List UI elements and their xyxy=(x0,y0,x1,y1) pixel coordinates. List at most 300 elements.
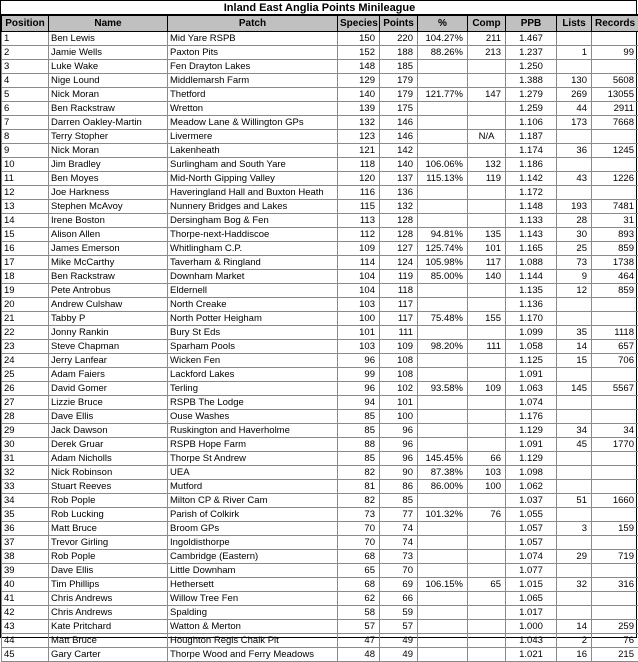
table-row xyxy=(2,242,638,256)
cell-percent xyxy=(418,368,468,382)
cell-patch: Sparham Pools xyxy=(168,340,338,354)
cell-lists: 14 xyxy=(557,340,592,354)
cell-name: James Emerson xyxy=(49,242,168,256)
cell-points: 118 xyxy=(380,284,418,298)
cell-patch: Spalding xyxy=(168,606,338,620)
cell-records: 464 xyxy=(592,270,638,284)
cell-percent: 121.77% xyxy=(418,88,468,102)
cell-records: 316 xyxy=(592,578,638,592)
cell-species: 148 xyxy=(338,60,380,74)
cell-patch: Whitlingham C.P. xyxy=(168,242,338,256)
cell-points: 179 xyxy=(380,88,418,102)
cell-points: 74 xyxy=(380,536,418,550)
table-row xyxy=(2,606,638,620)
table-row xyxy=(2,200,638,214)
cell-records: 34 xyxy=(592,424,638,438)
header-records: Records xyxy=(592,16,638,32)
cell-records: 259 xyxy=(592,620,638,634)
cell-position: 10 xyxy=(2,158,49,172)
cell-comp xyxy=(468,648,506,662)
cell-records: 657 xyxy=(592,340,638,354)
cell-comp xyxy=(468,522,506,536)
sheet-title: Inland East Anglia Points Minileague xyxy=(1,1,638,15)
cell-percent xyxy=(418,60,468,74)
table-row xyxy=(2,130,638,144)
cell-species: 62 xyxy=(338,592,380,606)
cell-position: 4 xyxy=(2,74,49,88)
cell-species: 85 xyxy=(338,410,380,424)
cell-name: Dave Ellis xyxy=(49,564,168,578)
cell-lists: 36 xyxy=(557,144,592,158)
cell-position: 31 xyxy=(2,452,49,466)
table-row xyxy=(2,522,638,536)
table-row xyxy=(2,340,638,354)
cell-patch: Little Downham xyxy=(168,564,338,578)
cell-species: 104 xyxy=(338,284,380,298)
table-row xyxy=(2,634,638,648)
cell-percent: 85.00% xyxy=(418,270,468,284)
cell-comp xyxy=(468,368,506,382)
cell-records xyxy=(592,410,638,424)
table-row xyxy=(2,172,638,186)
cell-ppb: 1.187 xyxy=(506,130,557,144)
cell-comp xyxy=(468,396,506,410)
cell-patch: Ouse Washes xyxy=(168,410,338,424)
cell-lists xyxy=(557,396,592,410)
table-row xyxy=(2,508,638,522)
cell-comp xyxy=(468,200,506,214)
cell-position: 3 xyxy=(2,60,49,74)
cell-patch: Watton & Merton xyxy=(168,620,338,634)
cell-points: 70 xyxy=(380,564,418,578)
header-points: Points xyxy=(380,16,418,32)
cell-patch: Thorpe St Andrew xyxy=(168,452,338,466)
cell-points: 127 xyxy=(380,242,418,256)
cell-percent: 86.00% xyxy=(418,480,468,494)
cell-position: 25 xyxy=(2,368,49,382)
cell-name: Nick Moran xyxy=(49,144,168,158)
cell-species: 118 xyxy=(338,158,380,172)
cell-position: 15 xyxy=(2,228,49,242)
cell-comp: 66 xyxy=(468,452,506,466)
cell-lists xyxy=(557,480,592,494)
cell-name: Nige Lound xyxy=(49,74,168,88)
cell-ppb: 1.467 xyxy=(506,32,557,46)
cell-comp xyxy=(468,298,506,312)
cell-ppb: 1.186 xyxy=(506,158,557,172)
table-row xyxy=(2,452,638,466)
cell-patch: Bury St Eds xyxy=(168,326,338,340)
cell-name: Ben Lewis xyxy=(49,32,168,46)
cell-points: 140 xyxy=(380,158,418,172)
cell-name: Gary Carter xyxy=(49,648,168,662)
cell-comp xyxy=(468,620,506,634)
cell-ppb: 1.143 xyxy=(506,228,557,242)
cell-percent: 104.27% xyxy=(418,32,468,46)
cell-comp: 155 xyxy=(468,312,506,326)
cell-percent xyxy=(418,74,468,88)
cell-patch: North Creake xyxy=(168,298,338,312)
cell-percent xyxy=(418,438,468,452)
table-row xyxy=(2,438,638,452)
cell-percent xyxy=(418,130,468,144)
cell-ppb: 1.037 xyxy=(506,494,557,508)
cell-position: 6 xyxy=(2,102,49,116)
cell-percent xyxy=(418,592,468,606)
cell-points: 136 xyxy=(380,186,418,200)
cell-comp: 147 xyxy=(468,88,506,102)
cell-patch: Broom GPs xyxy=(168,522,338,536)
cell-comp xyxy=(468,354,506,368)
cell-patch: Ruskington and Haverholme xyxy=(168,424,338,438)
cell-comp: N/A xyxy=(468,130,506,144)
cell-species: 88 xyxy=(338,438,380,452)
cell-records: 706 xyxy=(592,354,638,368)
cell-patch: Paxton Pits xyxy=(168,46,338,60)
cell-species: 152 xyxy=(338,46,380,60)
table-row xyxy=(2,74,638,88)
cell-species: 82 xyxy=(338,494,380,508)
cell-patch: UEA xyxy=(168,466,338,480)
cell-records: 13055 xyxy=(592,88,638,102)
cell-records xyxy=(592,158,638,172)
cell-name: Dave Ellis xyxy=(49,410,168,424)
cell-position: 19 xyxy=(2,284,49,298)
cell-name: Ben Moyes xyxy=(49,172,168,186)
cell-records: 5567 xyxy=(592,382,638,396)
cell-ppb: 1.091 xyxy=(506,368,557,382)
cell-percent xyxy=(418,620,468,634)
cell-percent xyxy=(418,354,468,368)
header-row xyxy=(2,16,638,32)
cell-records: 719 xyxy=(592,550,638,564)
cell-lists xyxy=(557,60,592,74)
cell-name: Jerry Lanfear xyxy=(49,354,168,368)
cell-records: 215 xyxy=(592,648,638,662)
table-row xyxy=(2,494,638,508)
cell-records xyxy=(592,508,638,522)
cell-points: 185 xyxy=(380,60,418,74)
cell-records xyxy=(592,298,638,312)
cell-position: 42 xyxy=(2,606,49,620)
cell-lists xyxy=(557,130,592,144)
cell-position: 36 xyxy=(2,522,49,536)
cell-percent xyxy=(418,200,468,214)
cell-lists xyxy=(557,298,592,312)
cell-patch: Thorpe Wood and Ferry Meadows xyxy=(168,648,338,662)
cell-lists: 35 xyxy=(557,326,592,340)
cell-records xyxy=(592,130,638,144)
cell-patch: Livermere xyxy=(168,130,338,144)
table-row xyxy=(2,536,638,550)
cell-patch: Surlingham and South Yare xyxy=(168,158,338,172)
cell-position: 29 xyxy=(2,424,49,438)
cell-ppb: 1.176 xyxy=(506,410,557,424)
cell-comp xyxy=(468,116,506,130)
cell-species: 104 xyxy=(338,270,380,284)
cell-lists xyxy=(557,606,592,620)
cell-comp xyxy=(468,186,506,200)
table-row xyxy=(2,620,638,634)
cell-records: 31 xyxy=(592,214,638,228)
cell-lists: 30 xyxy=(557,228,592,242)
cell-name: Nick Moran xyxy=(49,88,168,102)
cell-position: 22 xyxy=(2,326,49,340)
cell-position: 13 xyxy=(2,200,49,214)
cell-points: 100 xyxy=(380,410,418,424)
cell-position: 33 xyxy=(2,480,49,494)
cell-records xyxy=(592,592,638,606)
cell-ppb: 1.106 xyxy=(506,116,557,130)
cell-points: 109 xyxy=(380,340,418,354)
table-row xyxy=(2,368,638,382)
cell-points: 96 xyxy=(380,452,418,466)
cell-ppb: 1.170 xyxy=(506,312,557,326)
header-comp: Comp xyxy=(468,16,506,32)
table-row xyxy=(2,298,638,312)
table-row xyxy=(2,144,638,158)
table-row xyxy=(2,354,638,368)
cell-records xyxy=(592,396,638,410)
cell-lists: 15 xyxy=(557,354,592,368)
cell-name: Kate Pritchard xyxy=(49,620,168,634)
cell-name: Chris Andrews xyxy=(49,606,168,620)
header-name: Name xyxy=(49,16,168,32)
cell-lists xyxy=(557,312,592,326)
cell-ppb: 1.062 xyxy=(506,480,557,494)
cell-lists xyxy=(557,410,592,424)
cell-ppb: 1.129 xyxy=(506,424,557,438)
cell-points: 57 xyxy=(380,620,418,634)
cell-percent: 125.74% xyxy=(418,242,468,256)
cell-comp: 119 xyxy=(468,172,506,186)
cell-name: Ben Rackstraw xyxy=(49,102,168,116)
cell-position: 14 xyxy=(2,214,49,228)
cell-ppb: 1.055 xyxy=(506,508,557,522)
cell-points: 220 xyxy=(380,32,418,46)
cell-patch: Milton CP & River Cam xyxy=(168,494,338,508)
cell-species: 82 xyxy=(338,466,380,480)
cell-position: 12 xyxy=(2,186,49,200)
cell-position: 5 xyxy=(2,88,49,102)
table-row xyxy=(2,214,638,228)
cell-points: 108 xyxy=(380,354,418,368)
cell-percent xyxy=(418,284,468,298)
cell-records: 1118 xyxy=(592,326,638,340)
cell-ppb: 1.099 xyxy=(506,326,557,340)
cell-percent xyxy=(418,648,468,662)
cell-species: 150 xyxy=(338,32,380,46)
cell-points: 73 xyxy=(380,550,418,564)
cell-lists: 45 xyxy=(557,438,592,452)
cell-records: 1245 xyxy=(592,144,638,158)
cell-comp xyxy=(468,284,506,298)
table-row xyxy=(2,158,638,172)
cell-patch: Mutford xyxy=(168,480,338,494)
cell-points: 59 xyxy=(380,606,418,620)
cell-ppb: 1.043 xyxy=(506,634,557,648)
cell-patch: RSPB The Lodge xyxy=(168,396,338,410)
cell-records xyxy=(592,312,638,326)
cell-percent xyxy=(418,102,468,116)
cell-patch: Mid Yare RSPB xyxy=(168,32,338,46)
cell-points: 77 xyxy=(380,508,418,522)
cell-percent xyxy=(418,396,468,410)
cell-ppb: 1.017 xyxy=(506,606,557,620)
cell-comp: 76 xyxy=(468,508,506,522)
cell-ppb: 1.388 xyxy=(506,74,557,88)
cell-position: 24 xyxy=(2,354,49,368)
cell-percent: 145.45% xyxy=(418,452,468,466)
cell-records xyxy=(592,606,638,620)
cell-lists: 269 xyxy=(557,88,592,102)
cell-name: Matt Bruce xyxy=(49,522,168,536)
cell-species: 96 xyxy=(338,382,380,396)
cell-records xyxy=(592,452,638,466)
cell-comp: 111 xyxy=(468,340,506,354)
cell-patch: Cambridge (Eastern) xyxy=(168,550,338,564)
cell-ppb: 1.165 xyxy=(506,242,557,256)
cell-comp xyxy=(468,494,506,508)
cell-name: Jim Bradley xyxy=(49,158,168,172)
cell-percent: 101.32% xyxy=(418,508,468,522)
cell-percent xyxy=(418,606,468,620)
cell-name: Lizzie Bruce xyxy=(49,396,168,410)
cell-records xyxy=(592,466,638,480)
cell-ppb: 1.148 xyxy=(506,200,557,214)
cell-position: 38 xyxy=(2,550,49,564)
cell-position: 20 xyxy=(2,298,49,312)
cell-species: 139 xyxy=(338,102,380,116)
cell-lists: 1 xyxy=(557,46,592,60)
cell-points: 146 xyxy=(380,130,418,144)
cell-species: 116 xyxy=(338,186,380,200)
cell-patch: Haveringland Hall and Buxton Heath xyxy=(168,186,338,200)
cell-lists: 25 xyxy=(557,242,592,256)
cell-records: 1226 xyxy=(592,172,638,186)
cell-position: 37 xyxy=(2,536,49,550)
cell-comp xyxy=(468,410,506,424)
cell-position: 39 xyxy=(2,564,49,578)
cell-name: Terry Stopher xyxy=(49,130,168,144)
cell-species: 70 xyxy=(338,536,380,550)
cell-comp: 101 xyxy=(468,242,506,256)
cell-percent: 75.48% xyxy=(418,312,468,326)
cell-name: Andrew Culshaw xyxy=(49,298,168,312)
table-row xyxy=(2,256,638,270)
cell-name: David Gomer xyxy=(49,382,168,396)
cell-percent xyxy=(418,424,468,438)
cell-species: 57 xyxy=(338,620,380,634)
cell-comp xyxy=(468,606,506,620)
cell-name: Alison Allen xyxy=(49,228,168,242)
cell-ppb: 1.279 xyxy=(506,88,557,102)
cell-comp xyxy=(468,634,506,648)
cell-patch: Terling xyxy=(168,382,338,396)
cell-comp: 117 xyxy=(468,256,506,270)
cell-lists xyxy=(557,452,592,466)
cell-species: 114 xyxy=(338,256,380,270)
cell-percent xyxy=(418,494,468,508)
cell-records: 7668 xyxy=(592,116,638,130)
cell-patch: Taverham & Ringland xyxy=(168,256,338,270)
cell-comp xyxy=(468,326,506,340)
cell-records xyxy=(592,480,638,494)
cell-points: 117 xyxy=(380,312,418,326)
cell-lists: 44 xyxy=(557,102,592,116)
cell-species: 96 xyxy=(338,354,380,368)
cell-name: Derek Gruar xyxy=(49,438,168,452)
cell-species: 109 xyxy=(338,242,380,256)
cell-name: Pete Antrobus xyxy=(49,284,168,298)
cell-name: Stephen McAvoy xyxy=(49,200,168,214)
cell-ppb: 1.133 xyxy=(506,214,557,228)
cell-position: 34 xyxy=(2,494,49,508)
cell-species: 70 xyxy=(338,522,380,536)
cell-points: 146 xyxy=(380,116,418,130)
cell-ppb: 1.058 xyxy=(506,340,557,354)
cell-comp xyxy=(468,550,506,564)
cell-points: 49 xyxy=(380,634,418,648)
cell-lists: 16 xyxy=(557,648,592,662)
cell-records xyxy=(592,368,638,382)
cell-lists: 12 xyxy=(557,284,592,298)
cell-species: 129 xyxy=(338,74,380,88)
cell-ppb: 1.057 xyxy=(506,522,557,536)
cell-lists xyxy=(557,158,592,172)
table-row xyxy=(2,410,638,424)
cell-points: 66 xyxy=(380,592,418,606)
cell-points: 102 xyxy=(380,382,418,396)
cell-points: 188 xyxy=(380,46,418,60)
cell-species: 120 xyxy=(338,172,380,186)
cell-ppb: 1.129 xyxy=(506,452,557,466)
league-table xyxy=(1,15,638,662)
cell-points: 175 xyxy=(380,102,418,116)
cell-comp: 103 xyxy=(468,466,506,480)
cell-lists: 173 xyxy=(557,116,592,130)
cell-patch: Lackford Lakes xyxy=(168,368,338,382)
cell-name: Irene Boston xyxy=(49,214,168,228)
cell-records: 2911 xyxy=(592,102,638,116)
cell-points: 128 xyxy=(380,228,418,242)
cell-lists: 3 xyxy=(557,522,592,536)
table-row xyxy=(2,578,638,592)
cell-position: 27 xyxy=(2,396,49,410)
cell-comp: 132 xyxy=(468,158,506,172)
cell-name: Tim Phillips xyxy=(49,578,168,592)
cell-comp: 100 xyxy=(468,480,506,494)
table-row xyxy=(2,550,638,564)
cell-patch: Ingoldisthorpe xyxy=(168,536,338,550)
cell-comp xyxy=(468,536,506,550)
cell-species: 47 xyxy=(338,634,380,648)
table-row xyxy=(2,312,638,326)
cell-patch: Wicken Fen xyxy=(168,354,338,368)
cell-lists: 73 xyxy=(557,256,592,270)
cell-ppb: 1.088 xyxy=(506,256,557,270)
cell-ppb: 1.144 xyxy=(506,270,557,284)
cell-name: Adam Faiers xyxy=(49,368,168,382)
cell-records: 1660 xyxy=(592,494,638,508)
cell-ppb: 1.057 xyxy=(506,536,557,550)
cell-records: 7481 xyxy=(592,200,638,214)
cell-name: Stuart Reeves xyxy=(49,480,168,494)
cell-percent: 115.13% xyxy=(418,172,468,186)
cell-lists: 34 xyxy=(557,424,592,438)
cell-comp: 135 xyxy=(468,228,506,242)
cell-species: 85 xyxy=(338,452,380,466)
